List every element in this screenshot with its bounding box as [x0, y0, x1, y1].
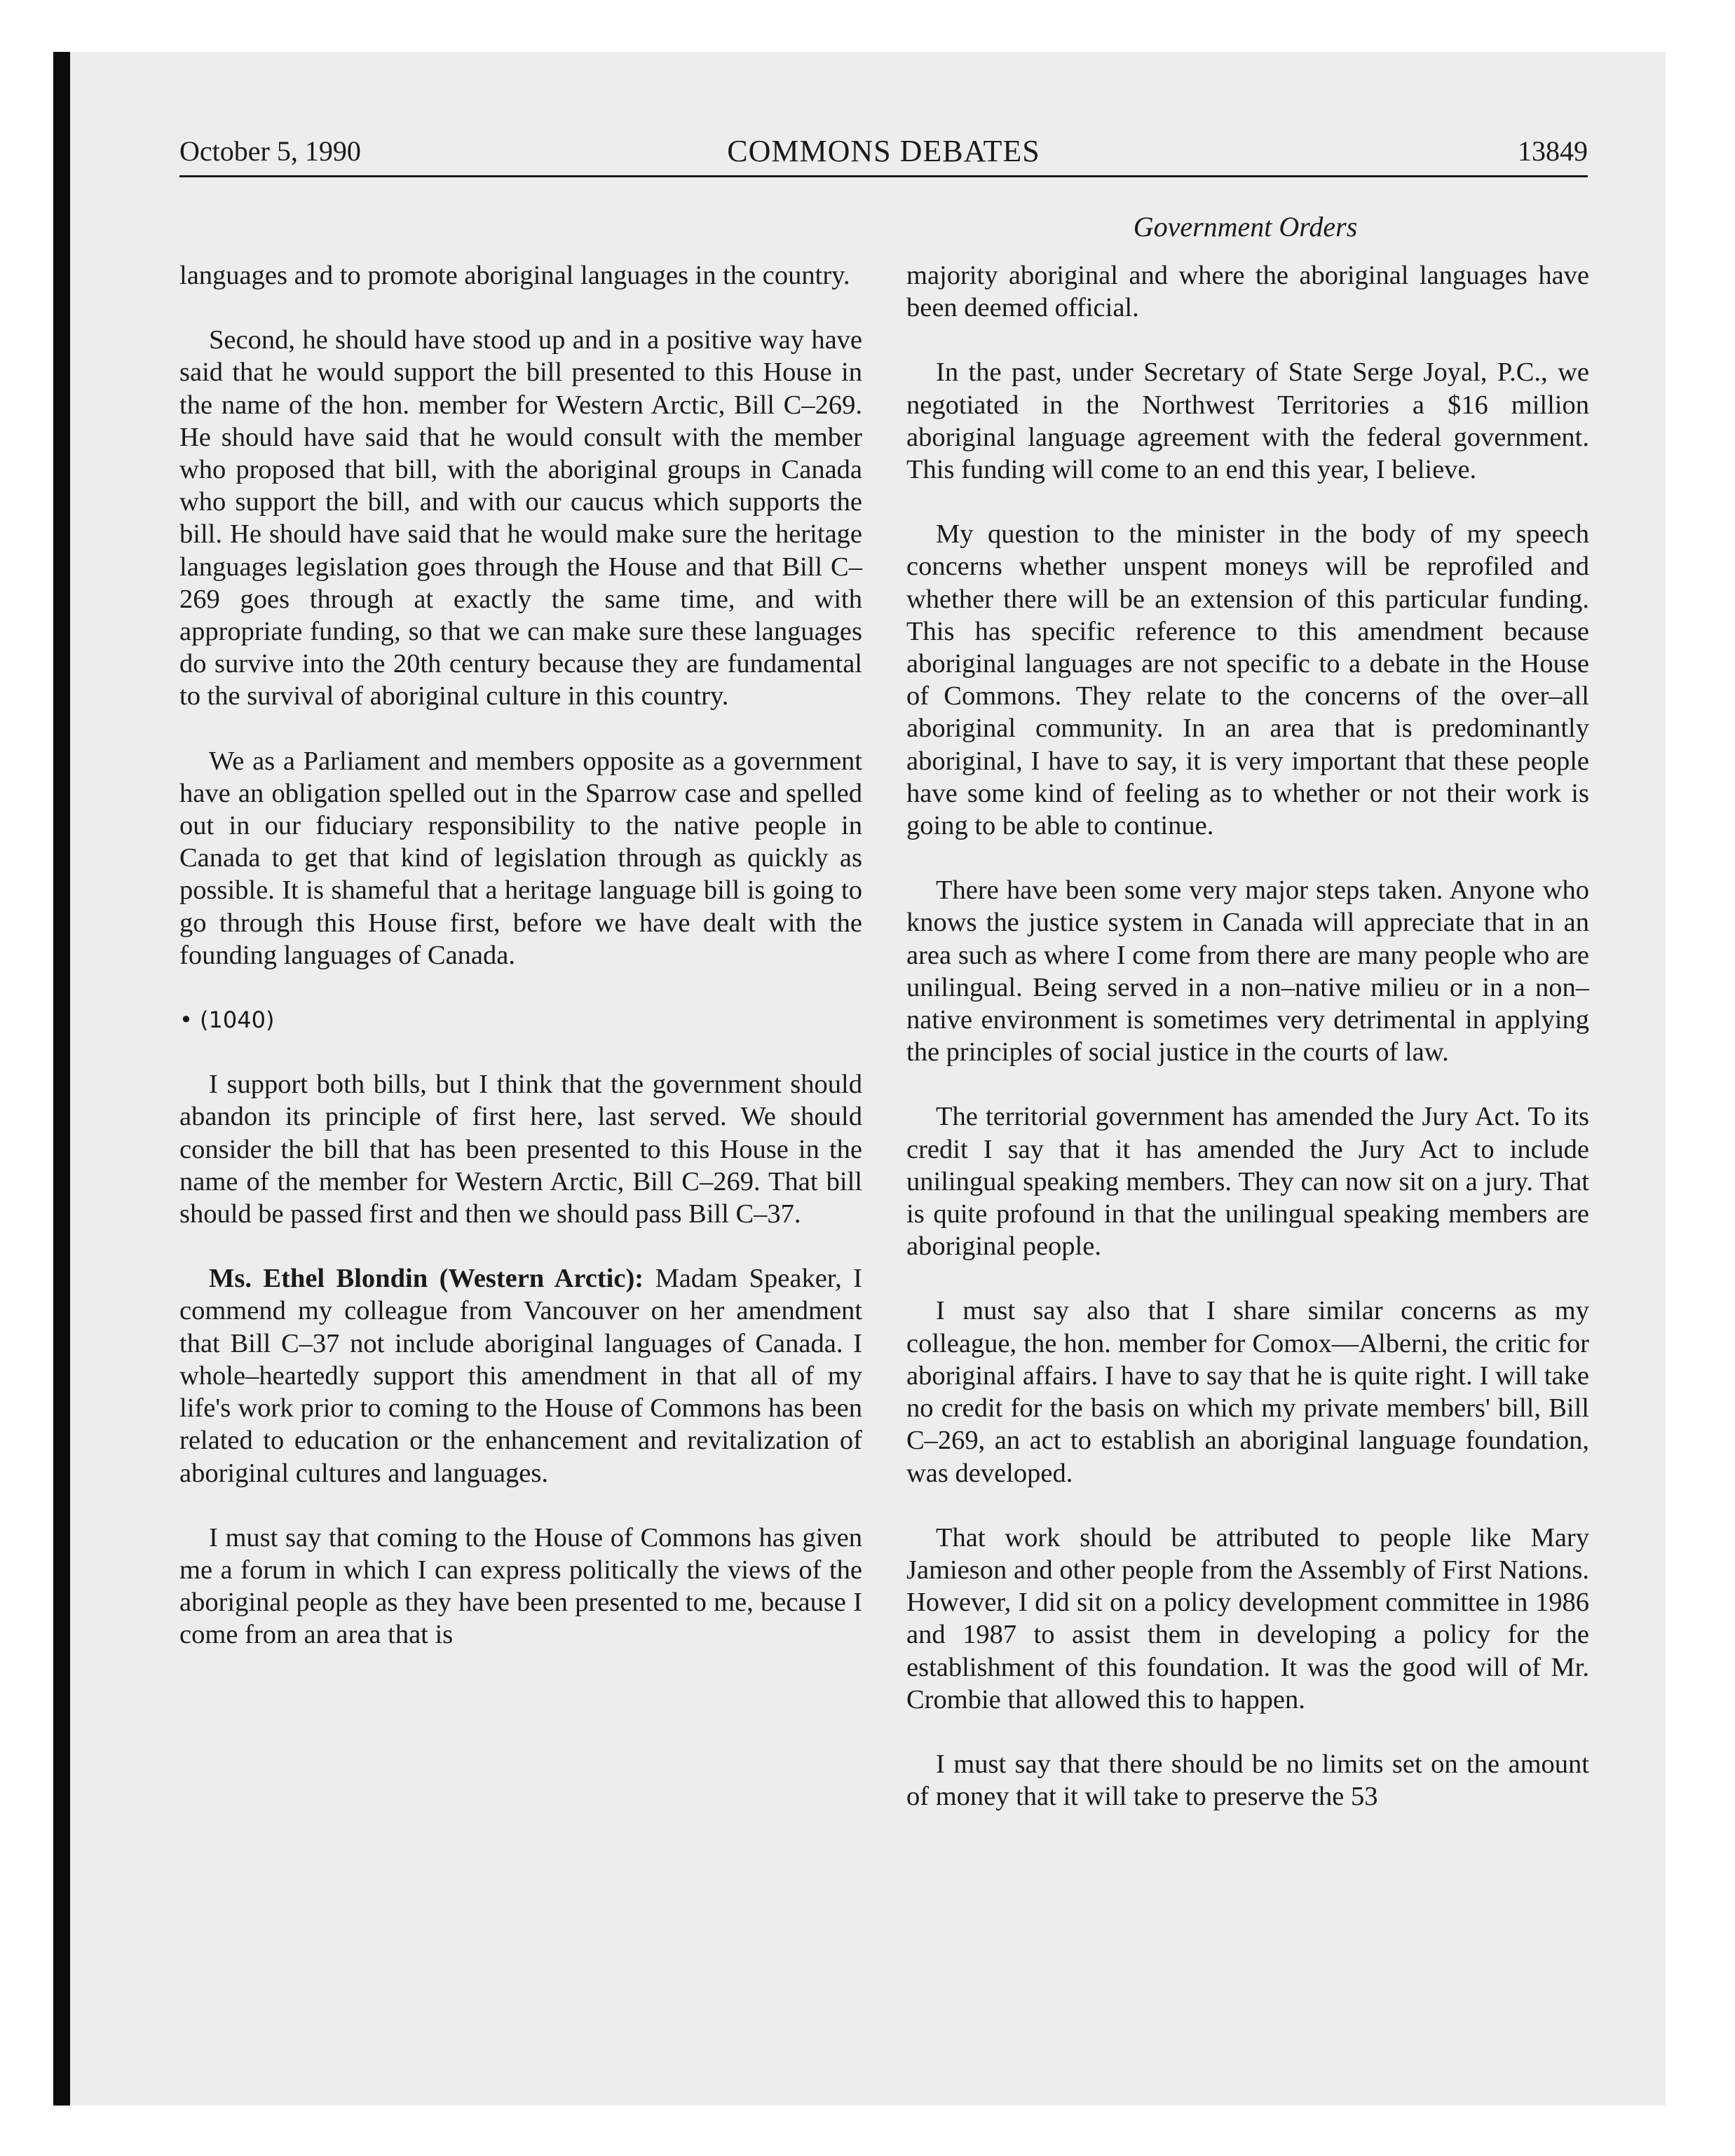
speech-text: Madam Speaker, I commend my colleague from Vancouver on her amendment that Bill C–37 not include aboriginal languages of Canada. I whole–heartedly support this amendment in that all of my life's work prior to coming to the House of Commons has been related to education or the enhancement and revitalization of aboriginal cultures and languages. [179, 1264, 862, 1488]
paragraph: languages and to promote aboriginal languages in the country. [179, 261, 850, 290]
header-title: COMMONS DEBATES [727, 134, 1040, 168]
paragraph: I must say that coming to the House of Commons has given me a forum in which I can express politically the views of the aboriginal people as they have been presented to me, because I come from an area that is [179, 1522, 862, 1650]
paragraph: There have been some very major steps taken. Anyone who knows the justice system in Canada will appreciate that in an area such as where I come from there are many people who are unilingual. Being served in a non–native milieu or in a non–native environment is sometimes very detrimental in applying the principles of social justice in the courts of law. [906, 875, 1589, 1067]
time-marker: • (1040) [179, 1007, 275, 1034]
scan-edge-shadow [53, 52, 70, 2106]
left-column [179, 259, 862, 1684]
page-number: 13849 [1518, 135, 1588, 167]
paragraph: majority aboriginal and where the aboriginal languages have been deemed official. [906, 261, 1589, 323]
speaker-name: Ms. Ethel Blondin (Western Arctic): [209, 1264, 644, 1294]
right-column [906, 259, 1589, 1845]
hansard-page [70, 52, 1666, 2106]
paragraph: That work should be attributed to people like Mary Jamieson and other people from the Assembly of First Nations. However, I did sit on a policy development committee in 1986 and 1987 to assist them in developing a policy for the establishment of this foundation. It was the good will of Mr. Crombie that allowed this to happen. [906, 1522, 1589, 1714]
paragraph: I support both bills, but I think that the government should abandon its principle of first here, last served. We should consider the bill that has been presented to this House in the name of the member for Western Arctic, Bill C–269. That bill should be passed first and then we should pass Bill C–37. [179, 1070, 862, 1229]
paragraph: Second, he should have stood up and in a positive way have said that he would support the bill presented to this House in the name of the hon. member for Western Arctic, Bill C–269. He should have said that he would consult with the member who proposed that bill, with the aboriginal groups in Canada who support the bill, and with our caucus which supports the bill. He should have said that he would make sure the heritage languages legislation goes through the House and that Bill C–269 goes through at exactly the same time, and with appropriate funding, so that we can make sure these languages do survive into the 20th century because they are fundamental to the survival of aboriginal culture in this country. [179, 325, 862, 711]
paragraph: In the past, under Secretary of State Serge Joyal, P.C., we negotiated in the Northwest Territories a $16 million aboriginal language agreement with the federal government. This funding will come to an end this year, I believe. [906, 357, 1589, 485]
header-rule [179, 175, 1588, 177]
paragraph: My question to the minister in the body of my speech concerns whether unspent moneys will be reprofiled and whether there will be an extension of this particular funding. This has specific reference to this amendment because aboriginal languages are not specific to a debate in the House of Commons. They relate to the concerns of the over–all aboriginal community. In an area that is predominantly aboriginal, I have to say, it is very important that these people have some kind of feeling as to whether or not their work is going to be able to continue. [906, 519, 1589, 841]
paragraph: The territorial government has amended the Jury Act. To its credit I say that it has amended the Jury Act to include unilingual speaking members. They can now sit on a jury. That is quite profound in that the unilingual speaking members are aboriginal people. [906, 1102, 1589, 1262]
paragraph: I must say also that I share similar concerns as my colleague, the hon. member for Comox—Alberni, the critic for aboriginal affairs. I have to say that he is quite right. I will take no credit for the basis on which my private members' bill, Bill C–269, an act to establish an aboriginal language foundation, was developed. [906, 1296, 1589, 1488]
section-title: Government Orders [1133, 211, 1358, 243]
paragraph: I must say that there should be no limits set on the amount of money that it will take to preserve the 53 [906, 1749, 1589, 1812]
running-header [179, 129, 1588, 174]
paragraph: We as a Parliament and members opposite as a government have an obligation spelled out in the Sparrow case and spelled out in our fiduciary responsibility to the native people in Canada to get that kind of legislation through as quickly as possible. It is shameful that a heritage language bill is going to go through this House first, before we have dealt with the founding languages of Canada. [179, 746, 862, 970]
speaker-paragraph [179, 1262, 862, 1489]
header-date: October 5, 1990 [179, 135, 361, 167]
